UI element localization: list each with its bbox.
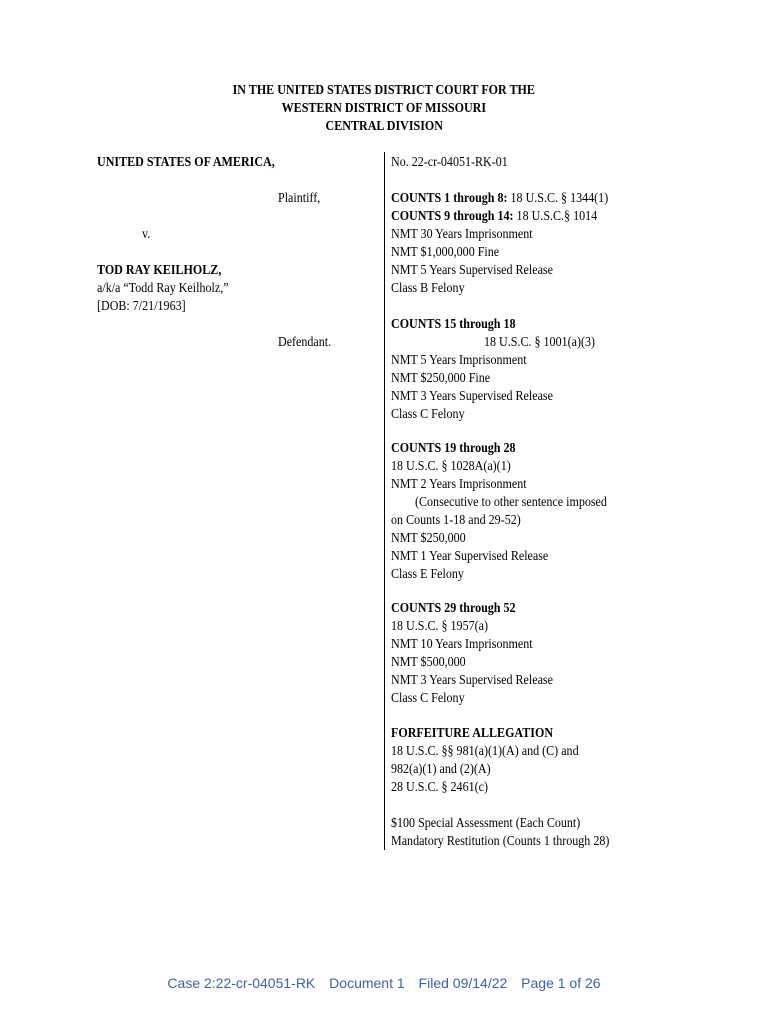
- penalty-line: Class E Felony: [391, 567, 464, 582]
- statute-line: 18 U.S.C. § 1028A(a)(1): [391, 459, 511, 474]
- footer-document: Document 1: [329, 975, 405, 991]
- counts-19-28: COUNTS 19 through 28: [391, 441, 516, 456]
- footer-page: Page 1 of 26: [521, 975, 601, 991]
- footer-filed: Filed 09/14/22: [418, 975, 508, 991]
- filing-stamp: [0, 975, 768, 991]
- penalty-line: Class C Felony: [391, 407, 465, 422]
- statute-line: 18 U.S.C. § 1957(a): [391, 619, 488, 634]
- header-line-3: CENTRAL DIVISION: [325, 119, 443, 134]
- footer-case: Case 2:22-cr-04051-RK: [167, 975, 316, 991]
- penalty-line: (Consecutive to other sentence imposed: [415, 495, 607, 510]
- penalty-line: NMT 30 Years Imprisonment: [391, 227, 533, 242]
- penalty-line: NMT $250,000 Fine: [391, 371, 491, 386]
- counts-1-8: COUNTS 1 through 8: 18 U.S.C. § 1344(1): [391, 191, 609, 206]
- penalty-line: NMT $500,000: [391, 655, 466, 670]
- court-header: [0, 82, 768, 136]
- header-line-2: WESTERN DISTRICT OF MISSOURI: [281, 101, 487, 116]
- penalty-line: NMT 5 Years Imprisonment: [391, 353, 527, 368]
- penalty-line: NMT 2 Years Imprisonment: [391, 477, 527, 492]
- special-assessment: $100 Special Assessment (Each Count): [391, 816, 581, 831]
- penalty-line: NMT 1 Year Supervised Release: [391, 549, 549, 564]
- penalty-line: NMT 5 Years Supervised Release: [391, 263, 553, 278]
- counts-29-52: COUNTS 29 through 52: [391, 601, 516, 616]
- statute-line: 18 U.S.C. § 1001(a)(3): [484, 335, 596, 350]
- versus: v.: [142, 227, 151, 242]
- penalty-line: NMT $1,000,000 Fine: [391, 245, 500, 260]
- penalty-line: Class C Felony: [391, 691, 465, 706]
- penalty-line: Class B Felony: [391, 281, 465, 296]
- penalty-line: NMT 10 Years Imprisonment: [391, 637, 533, 652]
- statute-line: 28 U.S.C. § 2461(c): [391, 780, 488, 795]
- header-line-1: IN THE UNITED STATES DISTRICT COURT FOR THE: [232, 83, 536, 98]
- plaintiff-label: Plaintiff,: [278, 191, 321, 206]
- penalty-line: NMT 3 Years Supervised Release: [391, 673, 553, 688]
- penalty-line: NMT 3 Years Supervised Release: [391, 389, 553, 404]
- penalty-line: on Counts 1-18 and 29-52): [391, 513, 521, 528]
- restitution: Mandatory Restitution (Counts 1 through 28): [391, 834, 610, 849]
- defendant-name: TOD RAY KEILHOLZ,: [97, 263, 222, 278]
- plaintiff-name: UNITED STATES OF AMERICA,: [97, 155, 275, 170]
- forfeiture-allegation: FORFEITURE ALLEGATION: [391, 726, 554, 741]
- statute-line: 18 U.S.C. §§ 981(a)(1)(A) and (C) and: [391, 744, 579, 759]
- penalty-line: NMT $250,000: [391, 531, 466, 546]
- caption-divider: [384, 152, 385, 850]
- defendant-label: Defendant.: [278, 335, 332, 350]
- counts-9-14: COUNTS 9 through 14: 18 U.S.C.§ 1014: [391, 209, 598, 224]
- defendant-aka: a/k/a “Todd Ray Keilholz,”: [97, 281, 229, 296]
- case-number: No. 22-cr-04051-RK-01: [391, 155, 508, 170]
- counts-15-18: COUNTS 15 through 18: [391, 317, 516, 332]
- defendant-dob: [DOB: 7/21/1963]: [97, 299, 186, 314]
- statute-line: 982(a)(1) and (2)(A): [391, 762, 491, 777]
